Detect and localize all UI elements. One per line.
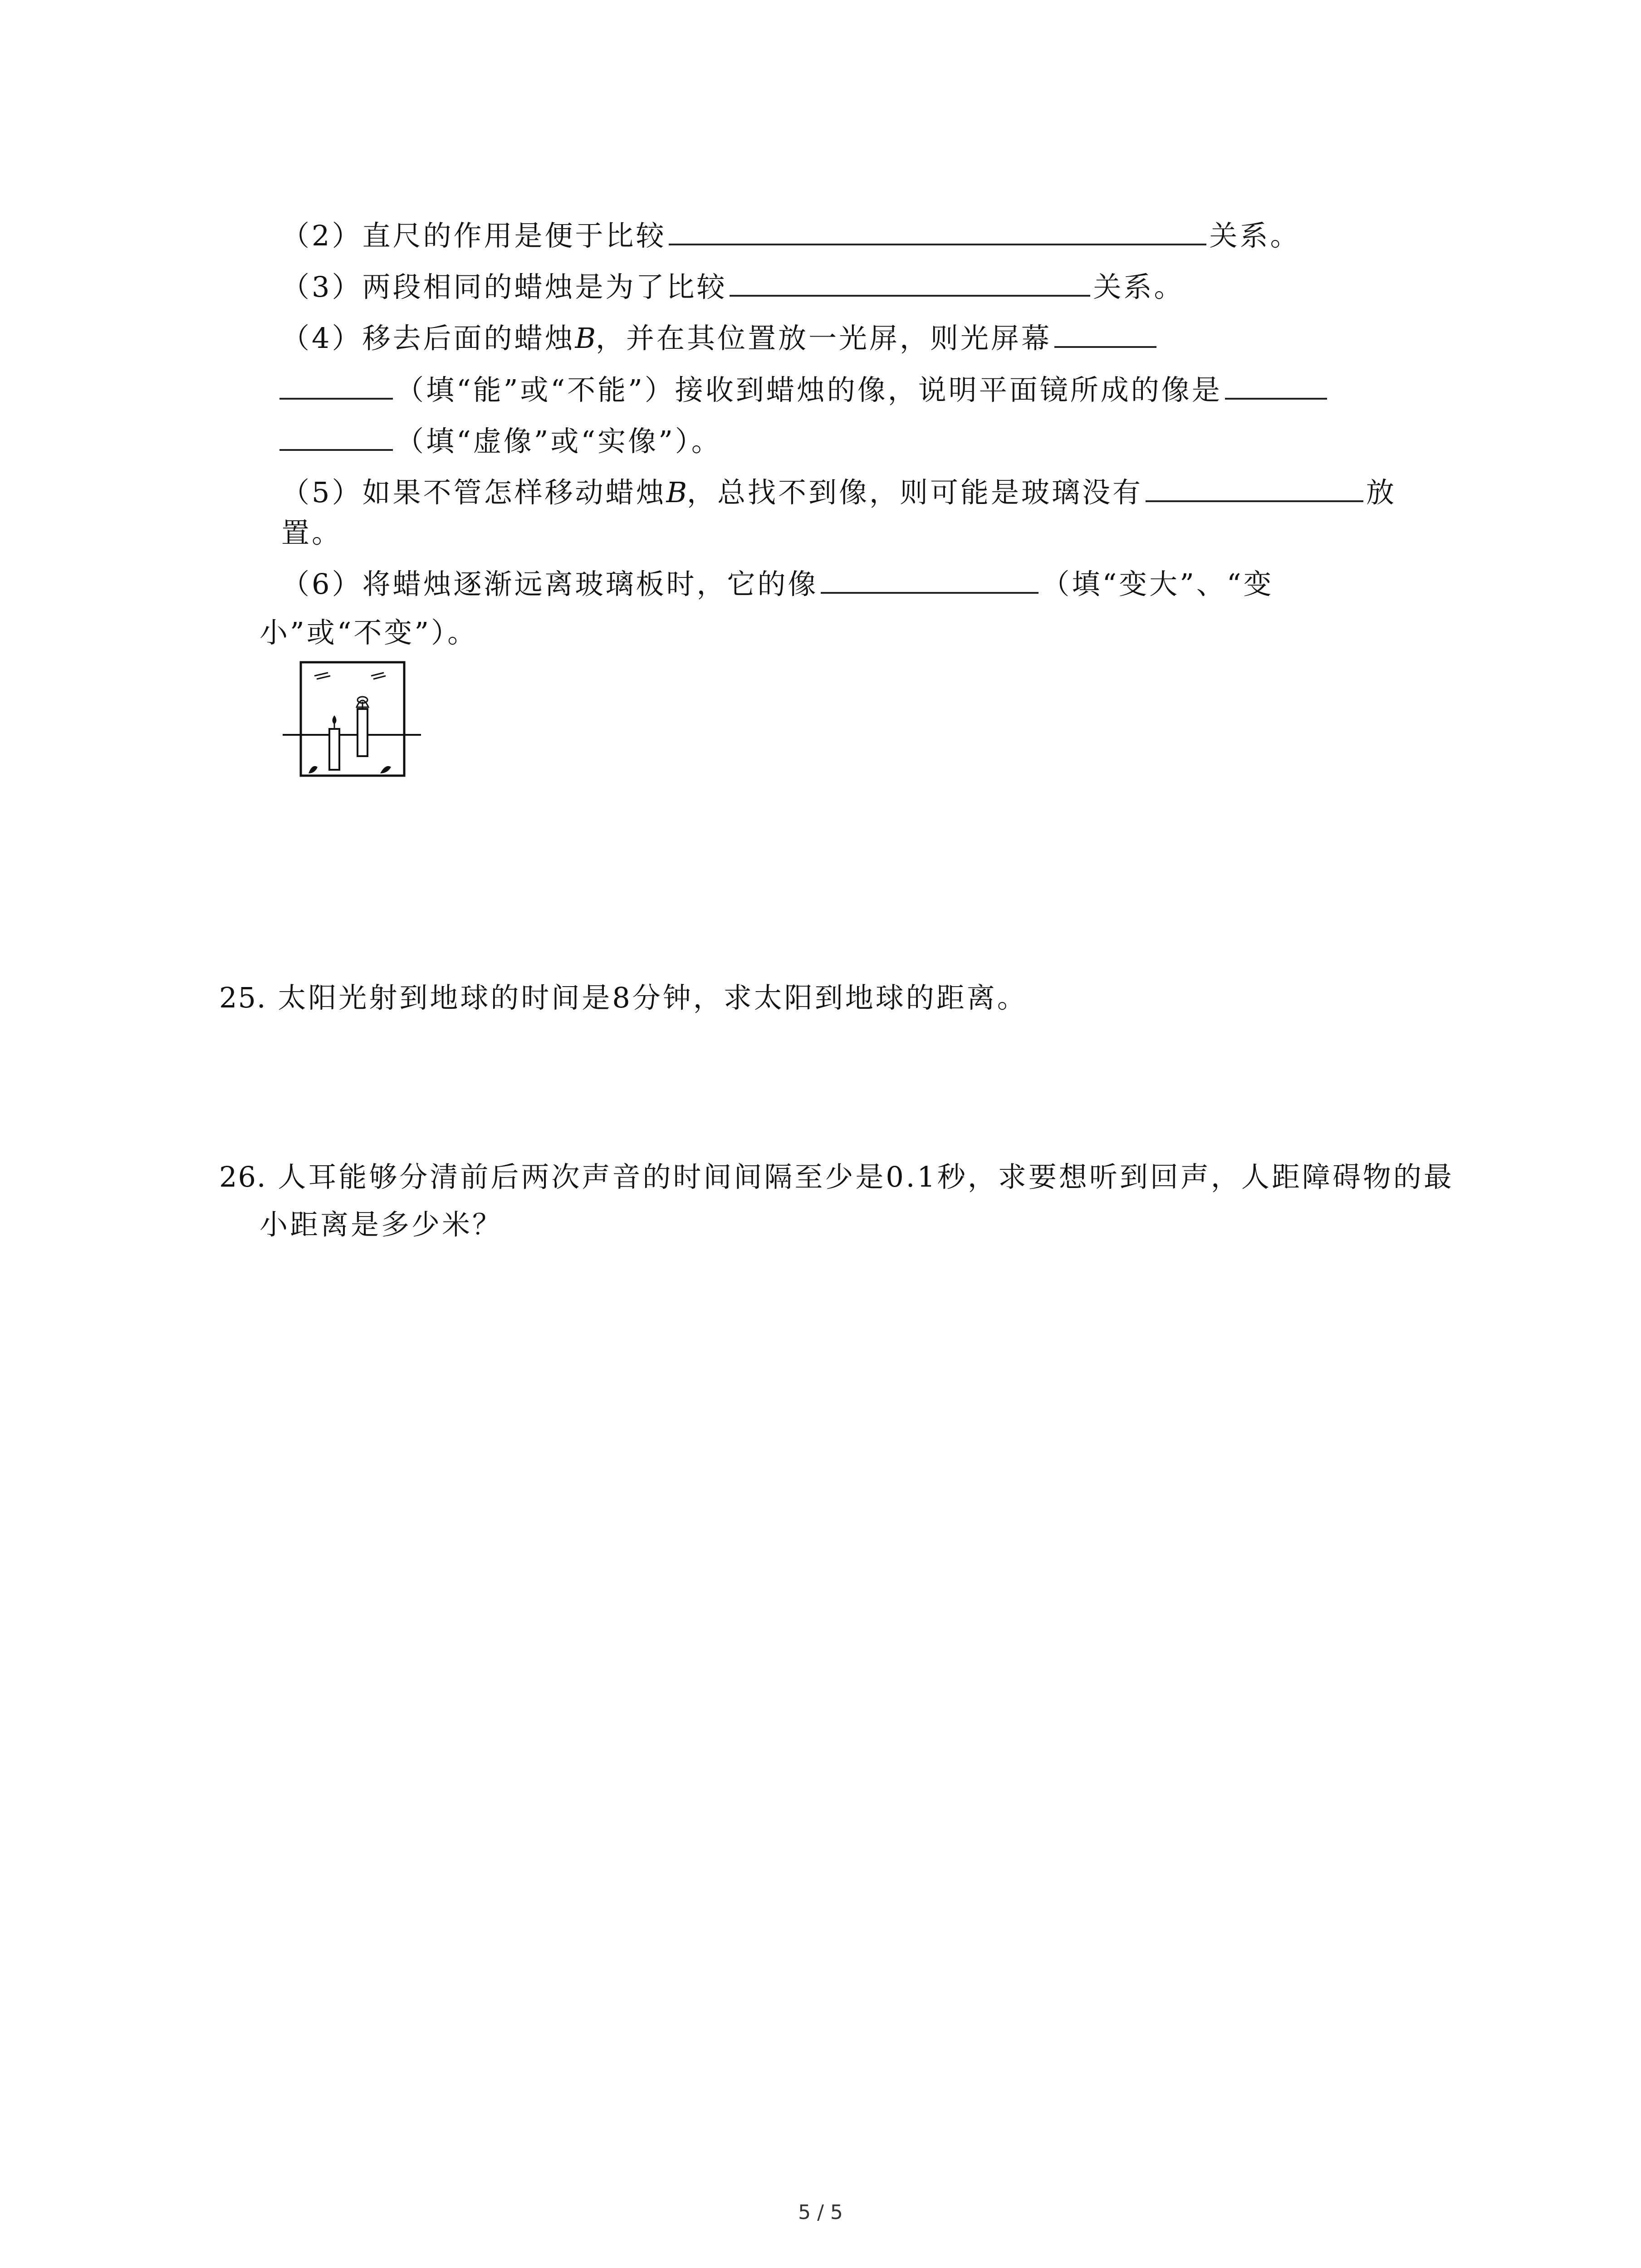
right-clip <box>380 766 391 773</box>
flame-icon <box>333 715 337 724</box>
q24-part5-line2 <box>281 515 342 551</box>
q24-part5 <box>281 474 1396 511</box>
left-clip <box>309 766 318 773</box>
q24-part4-text-a: （4）移去后面的蜡烛 <box>281 322 575 355</box>
q24-part4 <box>281 320 1159 357</box>
frame-hatching <box>314 673 386 679</box>
q24-part4-text-b: ，并在其位置放一光屏，则光屏幕 <box>596 322 1052 355</box>
q24-part6-line2 <box>260 615 478 651</box>
q26-line2-text: 小距离是多少米？ <box>260 1208 503 1241</box>
glass-plate-frame <box>301 662 404 776</box>
q26 <box>219 1159 1454 1195</box>
q24-part5-blank[interactable] <box>1146 475 1363 502</box>
q24-part4-line3 <box>277 423 722 459</box>
q24-part5-text-b: ，总找不到像，则可能是玻璃没有 <box>687 476 1143 509</box>
q25-number: 25. <box>219 981 267 1014</box>
q24-part4-var: B <box>575 322 596 355</box>
q26-number: 26. <box>219 1160 267 1193</box>
q24-part4-line3-text: （填“虚像”或“实像”）。 <box>396 425 722 458</box>
q24-part4-blank-4[interactable] <box>279 424 393 451</box>
q24-part6-text: （6）将蜡烛逐渐远离玻璃板时，它的像 <box>281 567 818 601</box>
q24-part6 <box>281 566 1274 602</box>
q26-line2 <box>260 1207 503 1243</box>
page-number: 5 / 5 <box>798 2201 843 2224</box>
q24-part4-line2 <box>277 372 1330 408</box>
candle-b <box>357 697 368 756</box>
q25 <box>219 980 1028 1016</box>
q24-part3-blank[interactable] <box>730 269 1090 297</box>
q24-part5-after: 放 <box>1366 476 1397 509</box>
q24-part4-blank-2[interactable] <box>279 372 393 400</box>
q24-part2-blank[interactable] <box>669 218 1206 245</box>
q24-part2-text: （2）直尺的作用是便于比较 <box>281 219 666 252</box>
q24-part6-blank[interactable] <box>821 567 1038 594</box>
q24-part3-after: 关系。 <box>1093 270 1185 303</box>
q24-part3 <box>281 269 1184 305</box>
candle-a <box>329 715 339 770</box>
q24-part5-text-a: （5）如果不管怎样移动蜡烛 <box>281 476 666 509</box>
q24-part4-blank-1[interactable] <box>1054 321 1156 348</box>
q24-part3-text: （3）两段相同的蜡烛是为了比较 <box>281 270 727 303</box>
q24-part4-blank-3[interactable] <box>1225 372 1327 400</box>
q26-text: 人耳能够分清前后两次声音的时间间隔至少是0.1秒，求要想听到回声，人距障碍物的最 <box>278 1160 1454 1193</box>
plane-mirror-experiment-figure <box>280 660 426 782</box>
q24-part5-line2-text: 置。 <box>281 516 343 549</box>
q24-part2 <box>281 218 1300 254</box>
q24-part6-after: （填“变大”、“变 <box>1041 567 1274 601</box>
q24-part2-after: 关系。 <box>1209 219 1301 252</box>
q24-part5-var: B <box>666 476 687 509</box>
q24-part4-line2-text: （填“能”或“不能”）接收到蜡烛的像，说明平面镜所成的像是 <box>396 373 1222 406</box>
q25-text: 太阳光射到地球的时间是8分钟，求太阳到地球的距离。 <box>278 981 1028 1014</box>
q24-part6-line2-text: 小”或“不变”）。 <box>260 616 478 649</box>
